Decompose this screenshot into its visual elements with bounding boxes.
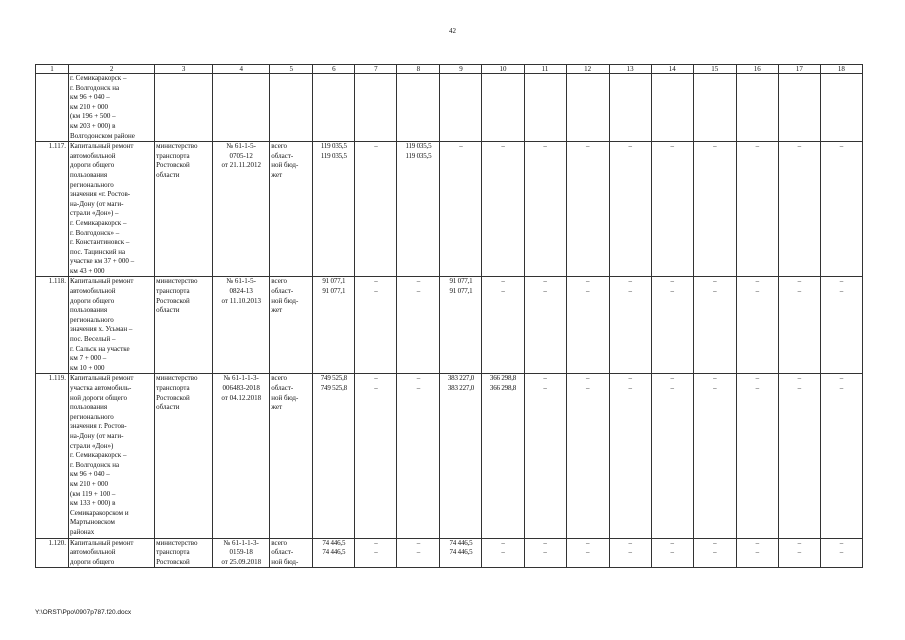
value: – — [839, 548, 844, 557]
value: – — [543, 548, 547, 557]
value-cell-col-12 — [566, 142, 609, 277]
value: – — [839, 374, 844, 383]
value: 91 077,1 — [322, 277, 346, 286]
item-number — [36, 74, 69, 142]
funding-source — [270, 142, 313, 277]
value-cell-col-17 — [778, 74, 820, 142]
object-description: Капитальный ремонт участка автомобиль- ной дороги общего пользования регионального значения г. Ростов- на-Дону (от маги- страли «Дон») г. Семикаракорск – г. Волгодонск на км 96 + 040 – км 210 + 000 (км 119 + 100 – км 133 + 000) в Семикаракорском и Мартыновском районах — [69, 374, 155, 538]
column-number-4: 4 — [213, 65, 270, 74]
value-cell-col-15 — [693, 74, 736, 142]
value-cell-col-18 — [820, 538, 862, 568]
value-cell-col-13 — [609, 277, 651, 374]
value-cell-col-8 — [397, 142, 440, 277]
value-cell-col-10 — [482, 74, 524, 142]
value: – — [713, 384, 717, 392]
value: – — [543, 287, 547, 296]
column-number-1: 1 — [36, 65, 69, 74]
value: – — [797, 374, 801, 383]
value-cell-col-13 — [609, 374, 651, 538]
column-number-10: 10 — [482, 65, 524, 74]
value-cell-col-7 — [355, 142, 397, 277]
data-table-container — [35, 64, 863, 609]
value: – — [755, 374, 759, 383]
value-cell-col-8 — [397, 538, 440, 568]
value: – — [459, 142, 463, 151]
value: – — [585, 277, 590, 286]
value: – — [797, 548, 801, 557]
value: 366 298,8 — [489, 374, 517, 383]
value: 74 446,5 — [322, 548, 346, 557]
value: – — [755, 384, 759, 392]
value: – — [501, 538, 505, 547]
value-cell-col-16 — [736, 142, 778, 277]
funding-source-line: област- ной бюд- жет — [271, 151, 299, 179]
object-description: Капитальный ремонт автомобильной дороги общего пользования регионального значения «г. Ростов- на-Дону (от маги- страли «Дон») – г. Семикаракорск – г. Волгодонск» – г. Константиновск – пос. Тацинский на участке км 37 + 000 – км 43 + 000 — [69, 142, 155, 277]
value: – — [839, 287, 844, 296]
value: – — [416, 548, 421, 557]
value-cell-col-7 — [355, 277, 397, 374]
responsible-organization: министерство транспорта Ростовской — [155, 538, 213, 568]
value-cell-col-9 — [440, 142, 482, 277]
responsible-organization: министерство транспорта Ростовской области — [155, 374, 213, 538]
value: – — [585, 538, 590, 547]
value-cell-col-9 — [440, 277, 482, 374]
value: – — [543, 142, 547, 151]
column-number-7: 7 — [355, 65, 397, 74]
value: – — [501, 142, 505, 151]
value: – — [755, 548, 759, 557]
value: – — [374, 142, 378, 151]
value: – — [416, 374, 421, 383]
value: – — [797, 287, 801, 296]
funding-source-line: област- ной бюд- жет — [271, 384, 299, 412]
value: – — [416, 538, 421, 547]
value-cell-col-11 — [524, 142, 566, 277]
value-cell-col-13 — [609, 74, 651, 142]
value-cell-col-9 — [440, 374, 482, 538]
value: – — [670, 384, 674, 392]
responsible-organization: министерство транспорта Ростовской области — [155, 142, 213, 277]
column-number-18: 18 — [820, 65, 862, 74]
value: – — [713, 374, 717, 383]
value: – — [670, 287, 674, 296]
value: – — [628, 548, 632, 557]
data-table — [35, 64, 863, 568]
funding-source — [270, 538, 313, 568]
value-cell-col-10 — [482, 277, 524, 374]
column-number-9: 9 — [440, 65, 482, 74]
value: – — [713, 277, 717, 286]
value-cell-col-7 — [355, 538, 397, 568]
header-row — [36, 65, 863, 74]
value-cell-col-17 — [778, 142, 820, 277]
value-cell-col-16 — [736, 74, 778, 142]
column-number-15: 15 — [693, 65, 736, 74]
value-cell-col-10 — [482, 142, 524, 277]
value-cell-col-14 — [651, 538, 693, 568]
value-cell-col-6 — [313, 374, 355, 538]
value-cell-col-7 — [355, 374, 397, 538]
item-number: 1.117. — [36, 142, 69, 277]
value: 74 446,5 — [449, 538, 473, 547]
value: – — [628, 142, 632, 151]
table-row — [36, 142, 863, 277]
column-number-8: 8 — [397, 65, 440, 74]
value: 91 077,1 — [322, 287, 346, 296]
item-number: 1.119. — [36, 374, 69, 538]
value-cell-col-9 — [440, 74, 482, 142]
value: – — [713, 538, 717, 547]
value: – — [713, 287, 717, 296]
value-cell-col-16 — [736, 374, 778, 538]
value: – — [755, 538, 759, 547]
value-cell-col-17 — [778, 277, 820, 374]
value-cell-col-8 — [397, 74, 440, 142]
value-cell-col-14 — [651, 74, 693, 142]
value-cell-col-16 — [736, 538, 778, 568]
value-cell-col-17 — [778, 374, 820, 538]
value-cell-col-11 — [524, 74, 566, 142]
value-cell-col-15 — [693, 142, 736, 277]
column-number-6: 6 — [313, 65, 355, 74]
funding-source-line: всего — [271, 277, 288, 286]
document-reference: № 61-1-5- 0824-13 от 11.10.2013 — [213, 277, 270, 374]
value: 749 525,8 — [320, 384, 347, 392]
responsible-organization — [155, 74, 213, 142]
value-cell-col-6 — [313, 74, 355, 142]
value-cell-col-18 — [820, 374, 862, 538]
value-cell-col-6 — [313, 277, 355, 374]
value: – — [416, 384, 421, 392]
value-cell-col-12 — [566, 538, 609, 568]
value-cell-col-14 — [651, 142, 693, 277]
value-cell-col-12 — [566, 277, 609, 374]
value-cell-col-8 — [397, 277, 440, 374]
value: – — [585, 374, 590, 383]
value: – — [585, 548, 590, 557]
value-cell-col-11 — [524, 374, 566, 538]
value-cell-col-7 — [355, 74, 397, 142]
responsible-organization: министерство транспорта Ростовской области — [155, 277, 213, 374]
object-description: Капитальный ремонт автомобильной дороги общего пользования регионального значения х. Усьман – пос. Веселый – г. Сальск на участке км 7 + 000 – км 10 + 000 — [69, 277, 155, 374]
value-cell-col-12 — [566, 74, 609, 142]
column-number-16: 16 — [736, 65, 778, 74]
value: 119 035,5 — [320, 142, 347, 151]
value: – — [713, 548, 717, 557]
value-cell-col-18 — [820, 277, 862, 374]
value: – — [374, 538, 378, 547]
value: – — [670, 142, 674, 151]
object-description: Капитальный ремонт автомобильной дороги общего — [69, 538, 155, 568]
value: – — [585, 384, 590, 392]
value: 119 035,5 — [405, 142, 432, 151]
value: – — [374, 287, 378, 296]
column-number-2: 2 — [69, 65, 155, 74]
item-number: 1.118. — [36, 277, 69, 374]
value-cell-col-15 — [693, 538, 736, 568]
document-reference — [213, 74, 270, 142]
table-row — [36, 277, 863, 374]
value-cell-col-10 — [482, 374, 524, 538]
value: – — [670, 277, 674, 286]
value: – — [755, 277, 759, 286]
value: – — [670, 374, 674, 383]
value-cell-col-6 — [313, 538, 355, 568]
value: 119 035,5 — [320, 151, 347, 160]
value-cell-col-8 — [397, 374, 440, 538]
value: – — [416, 287, 421, 296]
value: – — [585, 287, 590, 296]
funding-source-line: област- ной бюд- — [271, 548, 299, 566]
value: 74 446,5 — [449, 548, 473, 557]
file-path-footer: Y:\ORST\Ppo\0907p787.f20.docx — [35, 609, 132, 616]
value: – — [797, 277, 801, 286]
value: 366 298,8 — [489, 384, 517, 392]
value: – — [670, 538, 674, 547]
value: – — [628, 538, 632, 547]
document-reference: № 61-1-5- 0705-12 от 21.11.2012 — [213, 142, 270, 277]
value: – — [713, 142, 717, 151]
column-number-14: 14 — [651, 65, 693, 74]
table-row — [36, 374, 863, 538]
value: – — [374, 374, 378, 383]
table-row — [36, 538, 863, 568]
value: – — [839, 142, 844, 151]
value-cell-col-13 — [609, 142, 651, 277]
value: – — [374, 548, 378, 557]
table-row — [36, 74, 863, 142]
value: – — [501, 548, 505, 557]
value: – — [628, 374, 632, 383]
value: – — [670, 548, 674, 557]
value-cell-col-18 — [820, 142, 862, 277]
value: – — [628, 287, 632, 296]
column-number-5: 5 — [270, 65, 313, 74]
value-cell-col-10 — [482, 538, 524, 568]
value-cell-col-14 — [651, 277, 693, 374]
funding-source — [270, 374, 313, 538]
funding-source-line: всего — [271, 142, 288, 151]
value: – — [543, 374, 547, 383]
value-cell-col-17 — [778, 538, 820, 568]
value-cell-col-9 — [440, 538, 482, 568]
value: – — [797, 384, 801, 392]
document-reference: № 61-1-1-3- 0159-18 от 25.09.2018 — [213, 538, 270, 568]
funding-source — [270, 74, 313, 142]
value-cell-col-11 — [524, 277, 566, 374]
value-cell-col-16 — [736, 277, 778, 374]
value: – — [416, 277, 421, 286]
value: – — [839, 384, 844, 392]
column-number-3: 3 — [155, 65, 213, 74]
value: 91 077,1 — [449, 287, 473, 296]
value: – — [628, 277, 632, 286]
value: – — [501, 277, 505, 286]
value: – — [374, 277, 378, 286]
funding-source-line: всего — [271, 374, 288, 383]
value: – — [755, 287, 759, 296]
value: – — [839, 538, 844, 547]
value: – — [543, 384, 547, 392]
value: – — [374, 384, 378, 392]
funding-source-line: област- ной бюд- жет — [271, 287, 299, 315]
value-cell-col-15 — [693, 277, 736, 374]
object-description: г. Семикаракорск – г. Волгодонск на км 96 + 040 – км 210 + 000 (км 196 + 500 – км 203 + 000) в Волгодонском районе — [69, 74, 155, 142]
document-reference: № 61-1-1-3- 006483-2018 от 04.12.2018 — [213, 374, 270, 538]
value: 383 227,0 — [447, 374, 475, 383]
value: – — [501, 287, 505, 296]
column-number-12: 12 — [566, 65, 609, 74]
value: 383 227,0 — [447, 384, 475, 392]
value: 91 077,1 — [449, 277, 473, 286]
value-cell-col-11 — [524, 538, 566, 568]
value: – — [797, 538, 801, 547]
value: 119 035,5 — [405, 151, 432, 160]
funding-source-line: всего — [271, 538, 288, 547]
value-cell-col-15 — [693, 374, 736, 538]
value: 74 446,5 — [322, 538, 346, 547]
column-number-17: 17 — [778, 65, 820, 74]
value-cell-col-6 — [313, 142, 355, 277]
column-number-13: 13 — [609, 65, 651, 74]
value: 749 525,8 — [320, 374, 347, 383]
value-cell-col-18 — [820, 74, 862, 142]
value: – — [755, 142, 759, 151]
value-cell-col-14 — [651, 374, 693, 538]
value: – — [839, 277, 844, 286]
page-number: 42 — [449, 27, 456, 35]
value: – — [797, 142, 801, 151]
value: – — [585, 142, 590, 151]
value-cell-col-13 — [609, 538, 651, 568]
value-cell-col-12 — [566, 374, 609, 538]
value: – — [543, 538, 547, 547]
value: – — [628, 384, 632, 392]
value: – — [543, 277, 547, 286]
column-number-11: 11 — [524, 65, 566, 74]
funding-source — [270, 277, 313, 374]
item-number: 1.120. — [36, 538, 69, 568]
